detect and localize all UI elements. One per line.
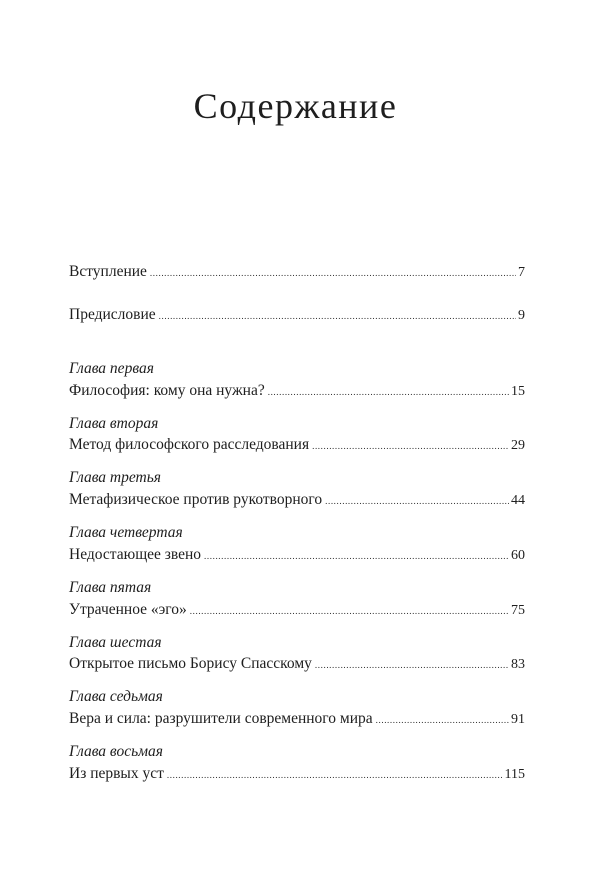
toc-page-number: 9 xyxy=(518,308,525,323)
toc-entry-title: Открытое письмо Борису Спасскому xyxy=(69,655,312,672)
toc-entry-chapter-4[interactable] xyxy=(69,545,525,565)
chapter-label: Глава пятая xyxy=(69,579,152,596)
toc-entry-title: Метод философского расследования xyxy=(69,436,310,453)
dot-leader xyxy=(325,491,509,511)
chapter-label: Глава шестая xyxy=(69,634,162,651)
toc-entry-introduction[interactable] xyxy=(69,262,525,282)
chapter-label: Глава первая xyxy=(69,360,154,377)
toc-page-number: 75 xyxy=(511,603,525,618)
toc-page-number: 7 xyxy=(518,265,525,280)
dot-leader xyxy=(268,382,509,402)
toc-page-number: 15 xyxy=(511,384,525,399)
toc-entry-title: Философия: кому она нужна? xyxy=(69,382,265,399)
toc-entry-chapter-7[interactable] xyxy=(69,709,525,729)
toc-entry-chapter-1[interactable] xyxy=(69,381,525,401)
toc-page-number: 115 xyxy=(504,767,525,782)
dot-leader xyxy=(315,655,509,675)
toc-entry-title: Вера и сила: разрушители современного мира xyxy=(69,710,373,727)
toc-entry-chapter-8[interactable] xyxy=(69,764,525,784)
toc-entry-chapter-2[interactable] xyxy=(69,435,525,455)
toc-page-number: 60 xyxy=(511,548,525,563)
dot-leader xyxy=(376,710,509,730)
dot-leader xyxy=(190,601,509,621)
chapter-label: Глава вторая xyxy=(69,415,159,432)
toc-entry-title: Недостающее звено xyxy=(69,546,202,563)
toc-entry-title: Предисловие xyxy=(69,306,156,323)
toc-entry-title: Вступление xyxy=(69,263,147,280)
toc-entry-title: Утраченное «эго» xyxy=(69,601,187,618)
chapter-label: Глава восьмая xyxy=(69,743,163,760)
toc-page-number: 29 xyxy=(511,438,525,453)
page-title: Содержание xyxy=(193,86,398,126)
dot-leader xyxy=(167,765,503,785)
dot-leader xyxy=(159,306,516,326)
chapter-label: Глава седьмая xyxy=(69,688,163,705)
dot-leader xyxy=(312,436,509,456)
toc-entry-chapter-3[interactable] xyxy=(69,490,525,510)
toc-entry-chapter-6[interactable] xyxy=(69,654,525,674)
dot-leader xyxy=(204,546,509,566)
toc-entry-chapter-5[interactable] xyxy=(69,600,525,620)
dot-leader xyxy=(150,263,516,283)
chapter-label: Глава четвертая xyxy=(69,524,183,541)
toc-entry-title: Из первых уст xyxy=(69,765,164,782)
chapter-label: Глава третья xyxy=(69,469,162,486)
toc-entry-title: Метафизическое против рукотворного xyxy=(69,491,323,508)
toc-page-number: 83 xyxy=(511,657,525,672)
toc-page-number: 91 xyxy=(511,712,525,727)
toc-entry-preface[interactable] xyxy=(69,305,525,325)
toc-page-number: 44 xyxy=(511,493,525,508)
